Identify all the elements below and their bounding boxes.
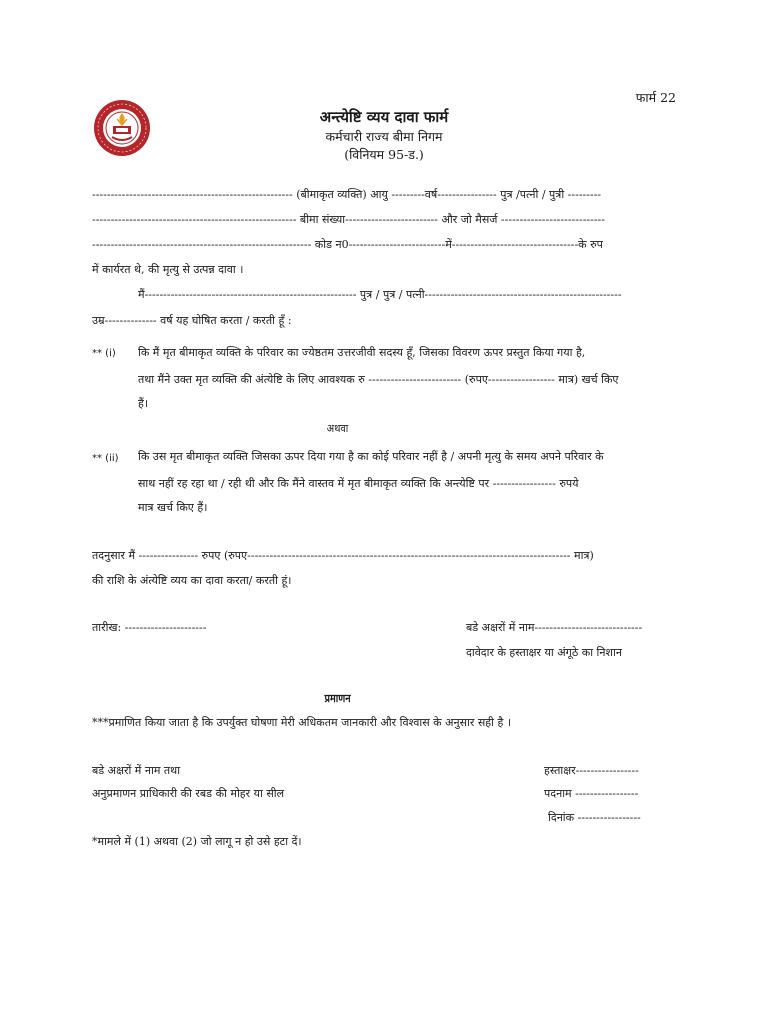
clause-2-line-3: मात्र खर्च किए हैं। — [138, 501, 208, 514]
form-title: अन्त्येष्टि व्यय दावा फार्म — [319, 108, 449, 126]
clause-1-line-1: कि मैं मृत बीमाकृत व्यक्ति के परिवार का ज्येष्ठतम उत्तरजीवी सदस्य हूँ, जिसका विवरण ऊपर प्रस्तुत किया गया है, — [138, 346, 586, 359]
attester-signature-field: हस्ताक्षर----------------- — [544, 764, 639, 777]
claim-date-field: तारीख: ---------------------- — [92, 621, 207, 634]
footnote: *मामले में (1) अथवा (2) जो लागू न हो उसे हटा दें। — [92, 835, 302, 848]
form-number: फार्म 22 — [635, 90, 676, 105]
attester-designation-field: पदनाम ----------------- — [544, 787, 639, 800]
claimant-name-caps-field: बडे अक्षरों में नाम----------------------------- — [466, 621, 643, 634]
clause-2-line-1: कि उस मृत बीमाकृत व्यक्ति जिसका ऊपर दिया गया है का कोई परिवार नहीं है / अपनी मृत्यु के समय अपने परिवार के — [138, 450, 604, 463]
attester-date-field: दिनांक ----------------- — [548, 811, 641, 824]
regulation-ref: (विनियम 95-ड.) — [344, 147, 424, 162]
clause-1-line-3: हैं। — [138, 397, 149, 410]
employer-code-line: ----------------------------------------------------------- कोड न0--------------------------में----------------------------------के रुप — [92, 238, 603, 251]
attester-name-label: बडे अक्षरों में नाम तथा — [92, 764, 181, 777]
clause-1-line-2: तथा मैंने उक्त मृत व्यक्ति की अंत्येष्टि के लिए आवश्यक रु ------------------------- (रुपए------------------ मात्र) खर्च किए — [138, 373, 619, 386]
insurance-number-line: ------------------------------------------------------- बीमा संख्या------------------------- और जो मैसर्ज ---------------------------- — [92, 213, 605, 226]
insured-person-line: ------------------------------------------------------ (बीमाकृत व्यक्ति) आयु ---------वर्ष---------------- पुत्र /पत्नी / पुत्री --------- — [92, 188, 602, 201]
attester-seal-label: अनुप्रमाणन प्राधिकारी की रबड की मोहर या सील — [92, 787, 285, 800]
clause-1-marker: ** (i) — [92, 348, 116, 359]
organization-name: कर्मचारी राज्य बीमा निगम — [325, 129, 443, 144]
claim-statement-line: की राशि के अंत्येष्टि व्यय का दावा करता/ करती हूं। — [92, 574, 292, 587]
declaration-age-line: उम्र-------------- वर्ष यह घोषित करता / करती हूँ : — [92, 314, 292, 327]
claimant-name-line: मैं--------------------------------------------------------- पुत्र / पुत्र / पत्नी----------------------------------------------------- — [138, 288, 622, 301]
clause-2-marker: ** (ii) — [92, 453, 119, 464]
death-claim-line: में कार्यरत थे, की मृत्यु से उत्पन्न दावा । — [92, 263, 244, 276]
clause-2-line-2: साथ नहीं रह रहा था / रही थी और कि मैंने वास्तव में मृत बीमाकृत व्यक्ति कि अन्त्येष्टि पर ----------------- रुपये — [138, 477, 579, 490]
attestation-heading: प्रमाणन — [324, 692, 351, 705]
claim-amount-line: तदनुसार मैं ---------------- रुपए (रुपए--------------------------------------------------------------------------------------- मात्र) — [92, 549, 594, 562]
attestation-statement: ***प्रमाणित किया जाता है कि उपर्युक्त घोषणा मेरी अधिकतम जानकारी और विश्वास के अनुसार सही है । — [92, 716, 511, 729]
claimant-signature-label: दावेदार के हस्ताक्षर या अंगूठे का निशान — [466, 646, 622, 659]
or-separator: अथवा — [326, 422, 349, 435]
